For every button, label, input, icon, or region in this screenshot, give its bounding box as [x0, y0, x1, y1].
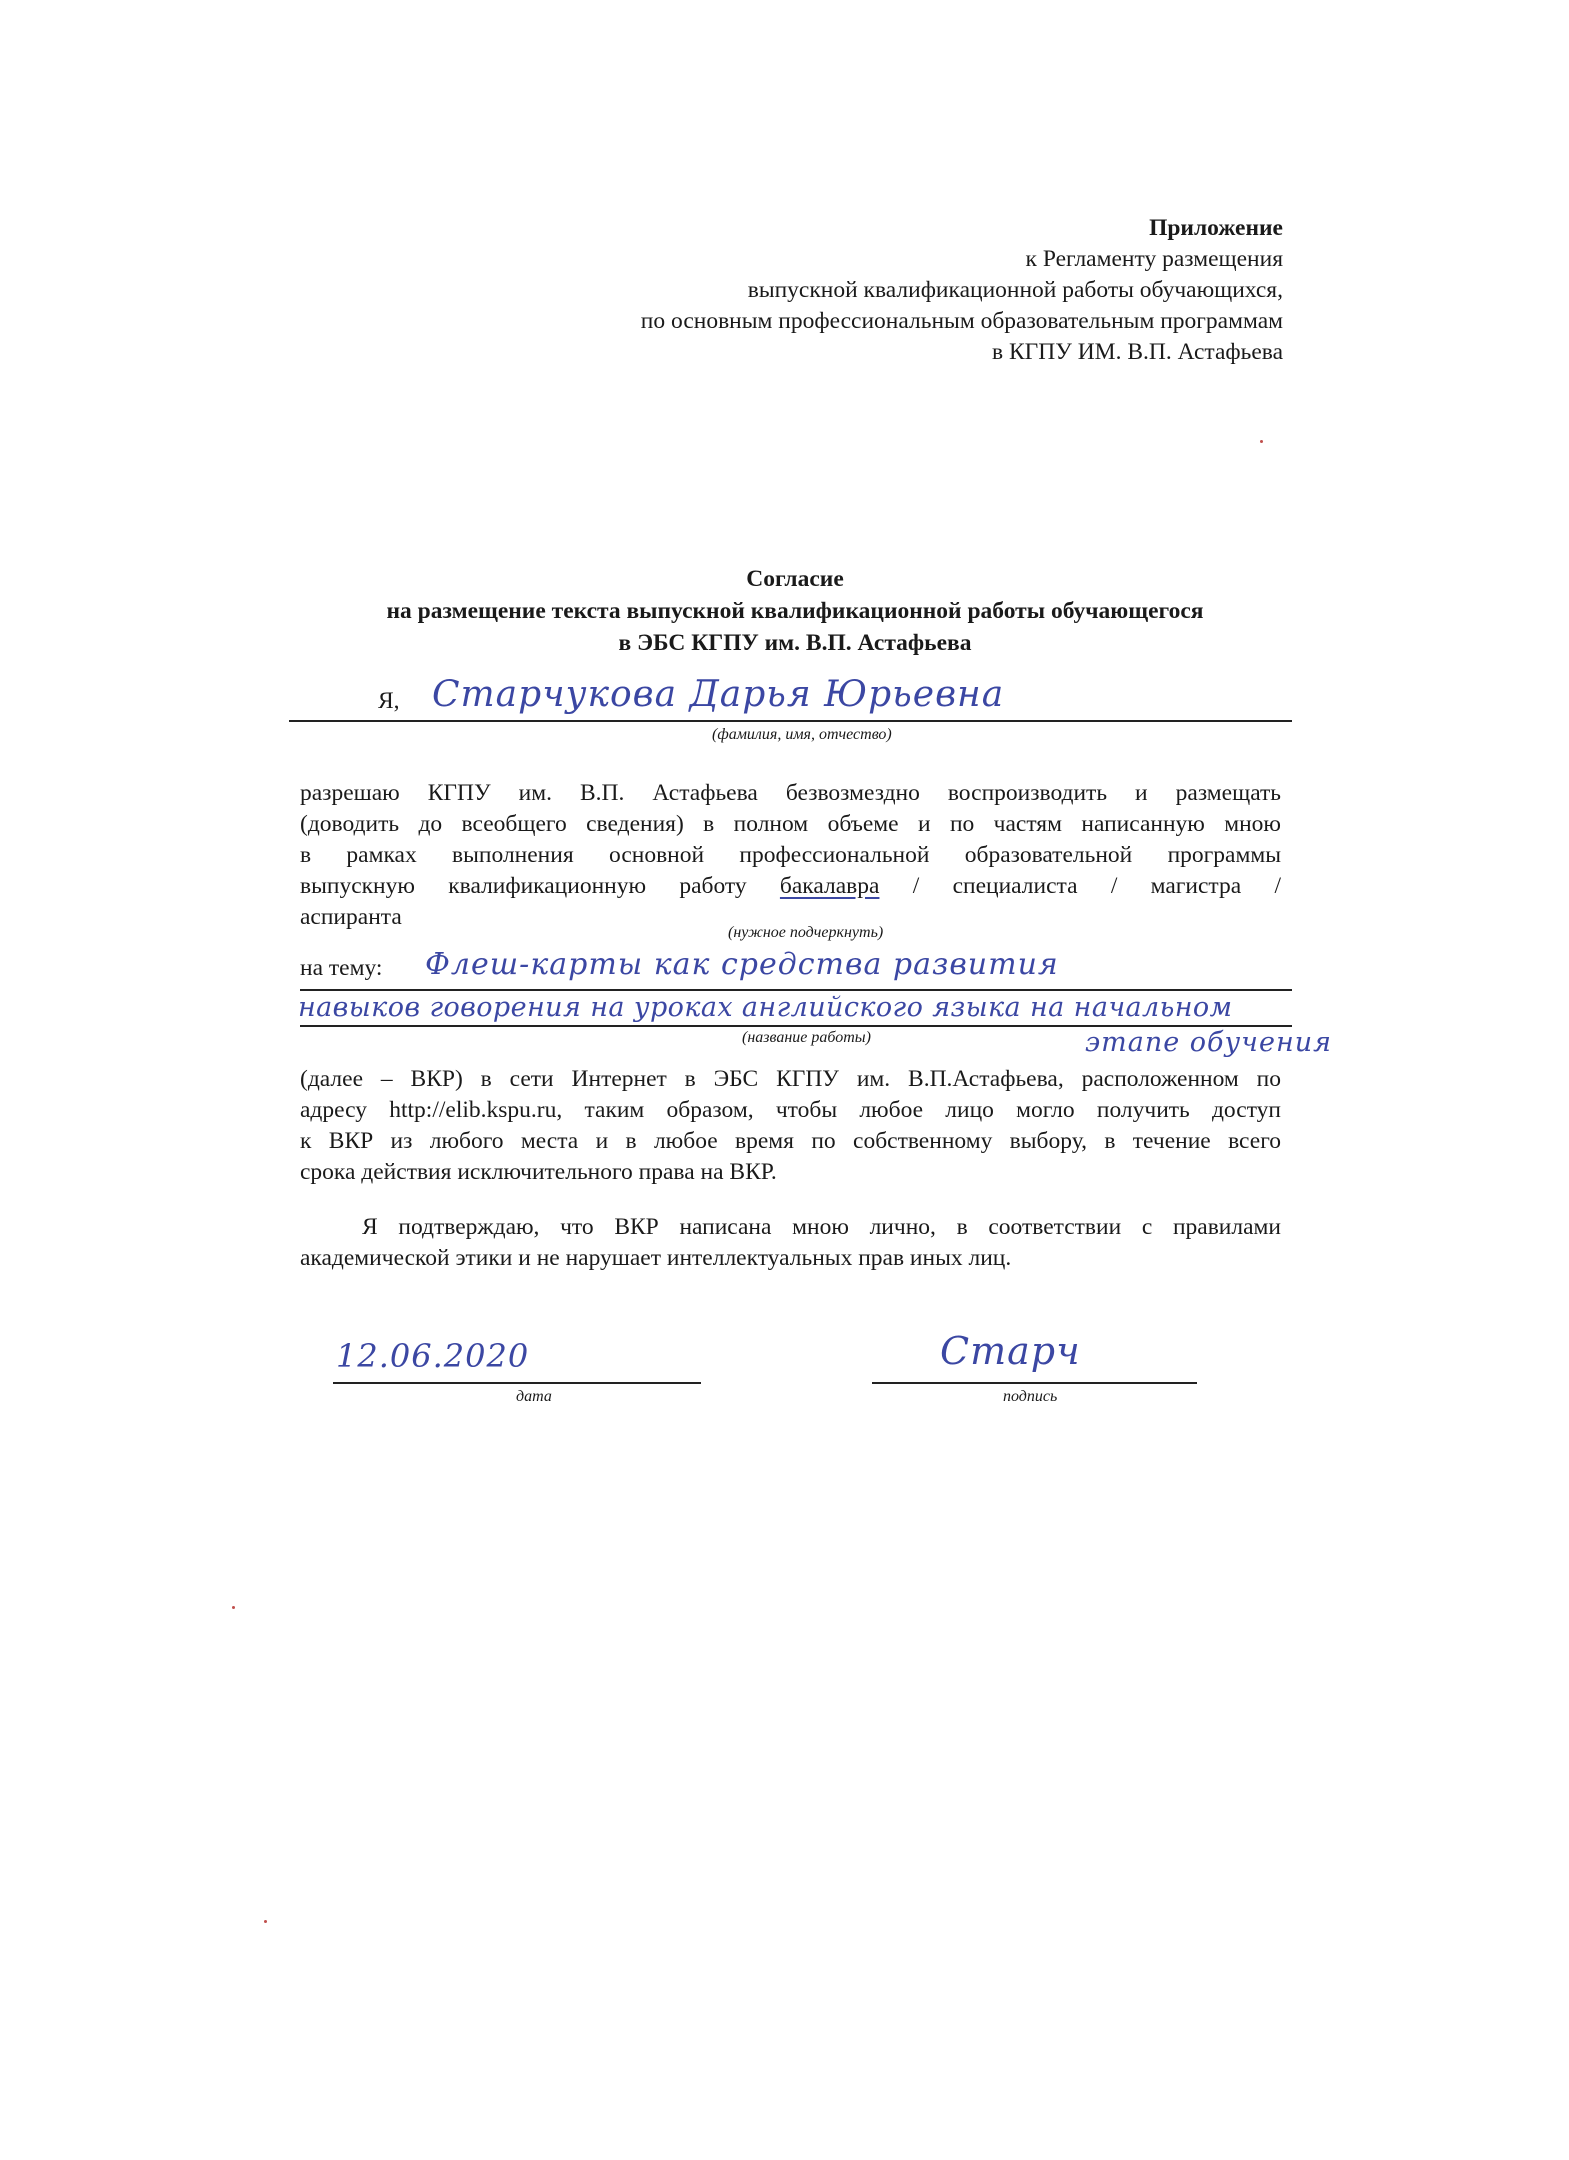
body-line: адресу http://elib.kspu.ru, таким образом, чтобы любое лицо могло получить доступ: [300, 1097, 1281, 1123]
appendix-title: Приложение: [1149, 215, 1283, 241]
body-line: Я подтверждаю, что ВКР написана мною лично, в соответствии с правилами: [362, 1214, 1281, 1240]
title-line: Согласие: [746, 566, 844, 592]
body-line: срока действия исключительного права на ВКР.: [300, 1159, 777, 1185]
underline-caption: (нужное подчеркнуть): [728, 924, 884, 941]
signature-caption: подпись: [1003, 1388, 1058, 1405]
name-prefix: Я,: [378, 688, 400, 714]
body-line: разрешаю КГПУ им. В.П. Астафьева безвозмездно воспроизводить и размещать: [300, 780, 1281, 806]
body-line: (далее – ВКР) в сети Интернет в ЭБС КГПУ им. В.П.Астафьева, расположенном по: [300, 1066, 1281, 1092]
confirmation-paragraph: [300, 1212, 1281, 1274]
name-caption: (фамилия, имя, отчество): [712, 726, 892, 743]
publication-paragraph: [300, 1064, 1281, 1188]
title-line: на размещение текста выпускной квалификационной работы обучающегося: [386, 598, 1204, 624]
consent-title: [300, 563, 1290, 659]
topic-caption: (название работы): [742, 1029, 871, 1046]
title-line: в ЭБС КГПУ им. В.П. Астафьева: [618, 630, 972, 656]
date-handwritten: 12.06.2020: [336, 1337, 530, 1375]
degree-prefix: выпускную квалификационную работу: [300, 873, 747, 899]
body-line: в рамках выполнения основной профессиональной образовательной программы: [300, 842, 1281, 868]
body-line: к ВКР из любого места и в любое время по собственному выбору, в течение всего: [300, 1128, 1281, 1154]
topic-line-1: Флеш-карты как средства развития: [425, 947, 1059, 982]
name-underline: [289, 720, 1292, 722]
permission-paragraph: [300, 778, 1281, 933]
scan-speck: [1260, 440, 1263, 443]
header-line: к Регламенту размещения: [1025, 246, 1283, 272]
signature-handwritten: Старч: [940, 1329, 1081, 1373]
topic-line-2: навыков говорения на уроках английского языка на начальном: [298, 992, 1233, 1023]
signature-line: [872, 1382, 1197, 1384]
topic-line-3: этапе обучения: [1085, 1027, 1332, 1058]
degree-line: [300, 871, 1281, 902]
scan-speck: [232, 1606, 235, 1609]
degree-selected: бакалавра: [779, 873, 880, 899]
header-line: в КГПУ ИМ. В.П. Астафьева: [992, 339, 1283, 365]
topic-prefix: на тему:: [300, 955, 383, 981]
degree-options: / специалиста / магистра /: [912, 873, 1281, 899]
appendix-header: [641, 213, 1283, 368]
header-line: выпускной квалификационной работы обучающихся,: [747, 277, 1283, 303]
date-caption: дата: [516, 1388, 552, 1405]
date-line: [333, 1382, 701, 1384]
body-line: (доводить до всеобщего сведения) в полном объеме и по частям написанную мною: [300, 811, 1281, 837]
scan-speck: [264, 1920, 267, 1923]
header-line: по основным профессиональным образовательным программам: [640, 308, 1283, 334]
name-handwritten: Старчукова Дарья Юрьевна: [432, 674, 1005, 715]
topic-underline-1: [300, 989, 1292, 991]
body-line: академической этики и не нарушает интеллектуальных прав иных лиц.: [300, 1245, 1012, 1271]
degree-last: аспиранта: [300, 904, 402, 930]
